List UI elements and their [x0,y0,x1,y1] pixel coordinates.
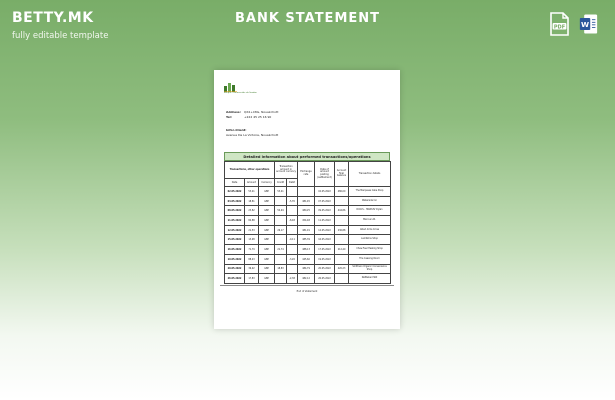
cell-debit: -3,26 [287,254,298,264]
client-value: Avenue De La Victoire, Nouakchott [226,133,279,137]
column-header: Account final balance [335,162,349,187]
cell-details: Nettlebed Still [349,274,391,284]
subheader: Date [225,179,245,187]
cell-balance: 212,40 [335,245,349,255]
table-row [225,254,391,264]
table-title: Detailed information about performed transactions/operations [224,152,390,161]
brand-logo: BETTY.MK [12,10,94,26]
svg-text:PDF: PDF [553,24,566,31]
cell-rate: 454,48 [298,216,315,226]
cell-posted: 09.05.2022 [315,206,335,216]
cell-credit: 21,74 [275,245,287,255]
cell-date: 12.05.2022 [225,225,245,235]
table-row [225,235,391,245]
tel-label: Tel: [226,115,232,119]
cell-rate [298,187,315,197]
cell-currency: GBP [259,245,275,255]
cell-date: 15.05.2022 [225,235,245,245]
table-row [225,225,391,235]
cell-details: Marcus Ltd. [349,216,391,226]
cell-debit [287,225,298,235]
cell-balance [335,235,349,245]
cell-amount: 84,88 [245,216,259,226]
word-file-icon [579,12,598,36]
cell-debit: -5,35 [287,196,298,206]
cell-details: DOG'S - HOWLIN' Dylan [349,206,391,216]
cell-amount: 21,53 [245,225,259,235]
cell-date: 08.05.2022 [225,206,245,216]
cell-credit [275,254,287,264]
cell-details: Allied Arms Cross [349,225,391,235]
cell-balance [335,274,349,284]
cell-debit [287,187,298,197]
transactions-table [224,161,391,284]
cell-rate: 488,13 [298,245,315,255]
cell-credit [275,216,287,226]
cell-posted: 17.05.2022 [315,245,335,255]
statement-document [214,70,400,329]
subheader: Amount [245,179,259,187]
pdf-file-icon [550,12,569,36]
table-row [225,206,391,216]
cell-rate: 481,45 [298,196,315,206]
cell-currency: GBP [259,187,275,197]
cell-credit: 53,41 [275,187,287,197]
cell-date: 11.05.2022 [225,216,245,226]
cell-date: 19.05.2022 [225,254,245,264]
cell-details: Smithson Organic Convenience Shop [349,264,391,274]
cell-credit [275,196,287,206]
cell-amount: 13,98 [245,235,259,245]
client-label: Infor-Client: [226,128,247,132]
cell-details: Chew Feel Healing Shop [349,245,391,255]
cell-credit [275,235,287,245]
svg-text:W: W [580,20,590,30]
table-header-row [225,162,391,179]
subheader: Debit [287,179,298,187]
subheader: Currency [259,179,275,187]
cell-rate: 480,25 [298,206,315,216]
tel-value: +222 45 25 16 90 [244,115,272,119]
cell-rate: 485,39 [298,235,315,245]
bank-logo-icon [224,82,238,92]
cell-posted: 12.05.2022 [315,225,335,235]
cell-currency: GBP [259,274,275,284]
cell-credit: 50,94 [275,206,287,216]
cell-details: The Ceasing Room [349,254,391,264]
cell-credit [275,274,287,284]
client-block [226,128,278,138]
cell-posted: 20.05.2022 [315,264,335,274]
table-row [225,196,391,206]
cell-rate: 484,79 [298,264,315,274]
group-header: Transactions, other operations [225,162,275,179]
cell-balance [335,216,349,226]
cell-currency: GBP [259,216,275,226]
page-headline: BANK STATEMENT [234,11,381,26]
cell-currency: GBP [259,225,275,235]
column-header: Transaction amount in account currency [275,162,298,179]
table-row [225,216,391,226]
cell-balance: 236,88 [335,225,349,235]
cell-debit: -0,11 [287,235,298,245]
cell-currency: GBP [259,264,275,274]
cell-currency: GBP [259,235,275,245]
cell-amount: 23,82 [245,206,259,216]
cell-details: Waterside Inn [349,196,391,206]
column-header: Transaction details [349,162,391,187]
cell-debit: -2,38 [287,274,298,284]
table-row [225,187,391,197]
address-value: QX2+C8G, Nouakchott [244,110,279,114]
cell-date: 02.05.2022 [225,187,245,197]
cell-date: 16.05.2022 [225,245,245,255]
cell-date: 20.05.2022 [225,264,245,274]
cell-rate: 481,91 [298,225,315,235]
subheader: Credit [275,179,287,187]
column-header: Exchange rate [298,162,315,187]
cell-rate: 445,60 [298,254,315,264]
cell-amount: 88,43 [245,254,259,264]
cell-credit: 26,17 [275,225,287,235]
cell-balance: 486,00 [335,187,349,197]
cell-details: The Marquees Cake Shop [349,187,391,197]
cell-posted: 07.05.2022 [315,196,335,206]
bank-address-block [226,110,278,120]
divider [220,285,394,286]
cell-details: Lambkins Shop [349,235,391,245]
cell-currency: GBP [259,196,275,206]
cell-credit: 18,83 [275,264,287,274]
cell-debit [287,245,298,255]
cell-posted: 16.05.2022 [315,235,335,245]
cell-amount: 17,83 [245,274,259,284]
cell-amount: 71,79 [245,245,259,255]
table-row [225,274,391,284]
table-row [225,245,391,255]
cell-date: 04.05.2022 [225,196,245,206]
end-of-statement: End of statement [296,290,318,293]
cell-balance: 444,86 [335,206,349,216]
table-row [225,264,391,274]
cell-currency: GBP [259,206,275,216]
cell-date: 26.05.2022 [225,274,245,284]
cell-amount: 53,41 [245,187,259,197]
cell-posted: 26.05.2022 [315,274,335,284]
address-label: Address: [226,110,241,114]
cell-debit: -8,48 [287,216,298,226]
cell-debit [287,206,298,216]
cell-posted: 02.05.2022 [315,187,335,197]
cell-balance [335,254,349,264]
column-header: Date of amount posting (settlement) [315,162,335,187]
tagline: fully editable template [12,31,109,41]
cell-posted: 11.05.2022 [315,216,335,226]
cell-amount: 18,81 [245,196,259,206]
cell-debit [287,264,298,274]
cell-currency: GBP [259,254,275,264]
cell-posted: 19.05.2022 [315,254,335,264]
bank-name: Banque Commerciale du Soudan [224,92,257,94]
cell-balance: 420,23 [335,264,349,274]
cell-rate: 482,12 [298,274,315,284]
cell-amount: 36,92 [245,264,259,274]
cell-balance [335,196,349,206]
